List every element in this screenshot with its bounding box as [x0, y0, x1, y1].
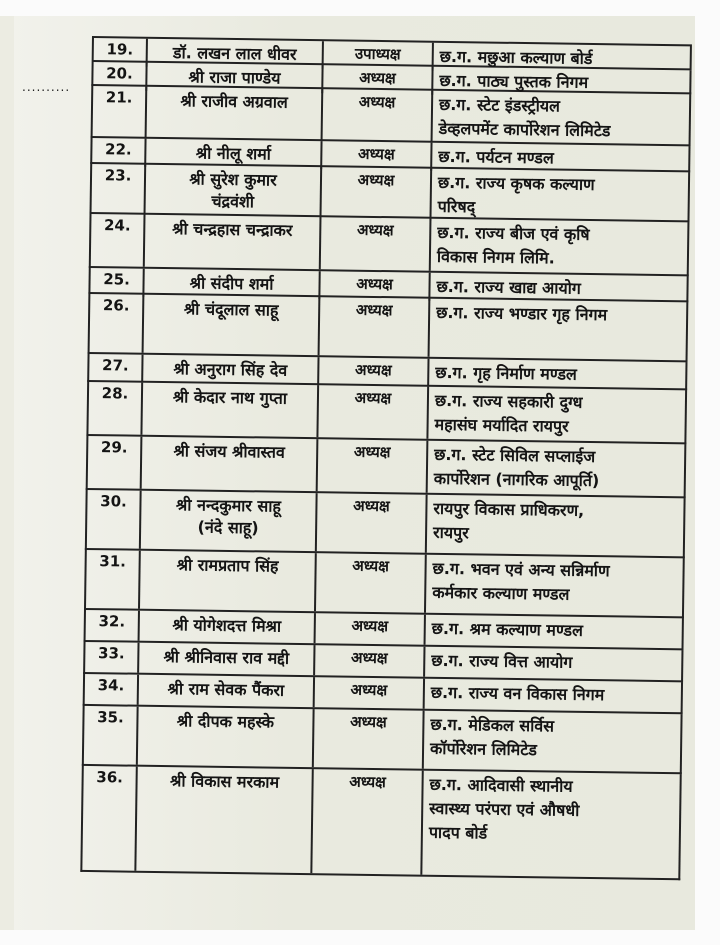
post-cell: अध्यक्ष — [318, 385, 429, 439]
organization-line: छ.ग. राज्य सहकारी दुग्ध — [434, 390, 583, 412]
post-cell: अध्यक्ष — [321, 217, 432, 271]
post-cell: अध्यक्ष — [323, 65, 433, 95]
appointee-name-cell — [140, 611, 316, 643]
appointee-name-cell — [139, 643, 315, 675]
post-cell: अध्यक्ष — [319, 357, 429, 387]
appointee-name-cell — [141, 491, 318, 551]
appointee-name-line: श्री संजय श्रीवास्तव — [173, 441, 286, 462]
organization-cell — [428, 387, 689, 443]
serial-number-cell: 19. — [94, 38, 148, 67]
post-cell: अध्यक्ष — [316, 613, 426, 645]
appointee-name-line: श्री चन्द्रहास चन्द्राकर — [172, 219, 293, 240]
serial-number-cell: 20. — [93, 62, 147, 91]
appointee-name-line: (नंदे साहू) — [197, 517, 259, 538]
post-cell: अध्यक्ष — [318, 439, 429, 493]
serial-number-cell: 25. — [90, 268, 144, 297]
post-cell: अध्यक्ष — [321, 167, 432, 221]
frame-bottom — [0, 930, 720, 945]
organization-line: छ.ग. राज्य बीज एवं कृषि — [437, 222, 590, 244]
post-cell: उपाध्यक्ष — [324, 41, 434, 71]
table-row — [88, 294, 689, 362]
appointee-name-cell — [145, 215, 322, 269]
organization-line: छ.ग. स्टेट इंडस्ट्रीयल — [438, 94, 561, 116]
organization-line: छ.ग. राज्य खाद्य आयोग — [436, 276, 581, 298]
table-row — [86, 436, 687, 498]
organization-line: छ.ग. स्टेट सिविल सप्लाईज — [434, 444, 596, 467]
organization-cell — [424, 711, 685, 773]
organization-line: रायपुर — [432, 522, 469, 543]
organization-cell — [425, 647, 685, 681]
post-cell: अध्यक्ष — [317, 493, 428, 553]
appointments-table — [80, 36, 692, 880]
post-cell: अध्यक्ष — [323, 89, 434, 143]
organization-line: स्वास्थ्य परंपरा एवं औषधी — [429, 798, 580, 820]
serial-number-cell: 31. — [86, 550, 141, 609]
appointee-name-line: श्री राम सेवक पैंकरा — [167, 679, 285, 700]
appointee-name-cell — [136, 767, 313, 873]
organization-cell — [433, 91, 694, 147]
serial-number-cell: 28. — [88, 382, 143, 435]
serial-number-cell: 34. — [85, 674, 139, 705]
serial-number-cell: 35. — [84, 706, 139, 765]
organization-line: छ.ग. राज्य कृषक कल्याण — [437, 172, 595, 195]
post-cell: अध्यक्ष — [320, 297, 431, 357]
appointee-name-cell — [144, 295, 321, 355]
table-row — [84, 550, 685, 618]
organization-line: छ.ग. पर्यटन मण्डल — [438, 146, 554, 168]
appointee-name-line: श्री चंदूलाल साहू — [183, 299, 279, 320]
appointee-name-cell — [147, 87, 324, 141]
appointee-name-line: श्री केदार नाथ गुप्ता — [172, 387, 288, 408]
appointee-name-cell — [140, 551, 317, 611]
post-cell: अध्यक्ष — [312, 769, 423, 875]
table-row — [80, 766, 681, 880]
appointee-name-line: श्री सुरेश कुमार — [189, 169, 277, 190]
serial-number-cell: 33. — [85, 642, 139, 673]
table-row — [82, 706, 683, 774]
post-cell: अध्यक्ष — [314, 709, 425, 769]
organization-line: छ.ग. भवन एवं अन्य सन्निर्माण — [432, 558, 610, 581]
appointee-name-cell — [138, 707, 315, 767]
organization-cell — [425, 679, 685, 713]
organization-line: महासंघ मर्यादित रायपुर — [434, 414, 569, 436]
organization-cell — [426, 555, 687, 617]
serial-number-cell: 22. — [92, 138, 146, 167]
table-row — [91, 86, 692, 146]
organization-line: कार्पोरेशन (नागरिक आपूर्ति) — [433, 468, 600, 491]
post-cell: अध्यक्ष — [322, 141, 432, 171]
appointee-name-line: श्री श्रीनिवास राव मद्दी — [163, 647, 290, 668]
post-cell: अध्यक्ष — [316, 553, 427, 613]
table-row — [89, 214, 690, 276]
organization-line: छ.ग. राज्य वन विकास निगम — [430, 682, 605, 705]
post-cell: अध्यक्ष — [320, 271, 430, 301]
appointee-name-cell — [142, 383, 319, 437]
serial-number-cell: 24. — [91, 214, 146, 267]
appointee-name-line: श्री नन्दकुमार साहू — [175, 495, 282, 516]
organization-cell — [427, 495, 688, 557]
post-cell: अध्यक्ष — [315, 677, 425, 709]
organization-line: डेव्हलपमेंट कार्पोरेशन लिमिटेड — [438, 118, 611, 141]
appointee-name-line: श्री राजीव अग्रवाल — [180, 91, 288, 112]
organization-line: परिषद् — [437, 196, 476, 217]
organization-line: छ.ग. मेडिकल सर्विस — [430, 714, 555, 736]
appointee-name-cell — [143, 355, 319, 385]
appointee-name-line: डॉ. लखन लाल धीवर — [172, 43, 297, 64]
page-edge — [0, 0, 14, 945]
appointee-name-line: चंद्रवंशी — [211, 191, 255, 212]
appointee-name-line: श्री संदीप शर्मा — [189, 273, 274, 294]
post-cell: अध्यक्ष — [315, 645, 425, 677]
organization-cell — [428, 441, 689, 497]
organization-line: छ.ग. पाठ्य पुस्तक निगम — [439, 70, 589, 92]
organization-line: छ.ग. श्रम कल्याण मण्डल — [431, 618, 584, 640]
appointee-name-line: श्री दीपक महस्के — [176, 711, 275, 732]
organization-line: छ.ग. आदिवासी स्थानीय — [429, 774, 573, 796]
appointee-name-cell — [145, 165, 322, 219]
organization-line: छ.ग. राज्य भण्डार गृह निगम — [436, 302, 608, 325]
frame-top — [0, 0, 720, 16]
appointee-name-line: श्री राजा पाण्डेय — [188, 67, 281, 88]
serial-number-cell: 26. — [90, 294, 145, 353]
table-row — [86, 382, 687, 444]
appointee-name-line: श्री रामप्रताप सिंह — [176, 555, 279, 576]
organization-line: रायपुर विकास प्राधिकरण, — [433, 498, 585, 520]
organization-line: पादप बोर्ड — [428, 822, 488, 843]
organization-cell — [422, 771, 683, 879]
serial-number-cell: 21. — [93, 86, 148, 139]
appointee-name-line: श्री विकास मरकाम — [169, 771, 280, 792]
table-row — [85, 490, 686, 558]
serial-number-cell: 29. — [88, 436, 143, 489]
organization-cell — [426, 615, 686, 649]
organization-cell — [431, 169, 692, 225]
margin-dotted-line: .......... — [22, 80, 71, 94]
serial-number-cell: 32. — [86, 610, 140, 641]
appointee-name-cell — [139, 675, 315, 707]
organization-cell — [429, 359, 689, 391]
table-row — [90, 164, 691, 222]
serial-number-cell: 27. — [89, 354, 143, 383]
serial-number-cell: 36. — [82, 766, 137, 871]
appointee-name-line: श्री योगेशदत्त मिश्रा — [172, 615, 282, 636]
organization-line: छ.ग. गृह निर्माण मण्डल — [435, 362, 577, 384]
organization-line: कॉर्पोरेशन लिमिटेड — [429, 738, 538, 760]
appointee-name-cell — [142, 437, 319, 491]
organization-cell — [430, 299, 691, 361]
organization-line: विकास निगम लिमि. — [436, 246, 555, 268]
organization-line: कर्मकार कल्याण मण्डल — [432, 582, 570, 604]
appointee-name-line: श्री नीलू शर्मा — [195, 143, 272, 164]
appointee-name-line: श्री अनुराग सिंह देव — [173, 359, 288, 380]
organization-line: छ.ग. मछुआ कल्याण बोर्ड — [439, 46, 593, 68]
serial-number-cell: 30. — [87, 490, 142, 549]
organization-cell — [431, 219, 692, 275]
frame-right — [695, 0, 720, 945]
organization-line: छ.ग. राज्य वित्त आयोग — [431, 650, 573, 672]
serial-number-cell: 23. — [91, 164, 146, 217]
